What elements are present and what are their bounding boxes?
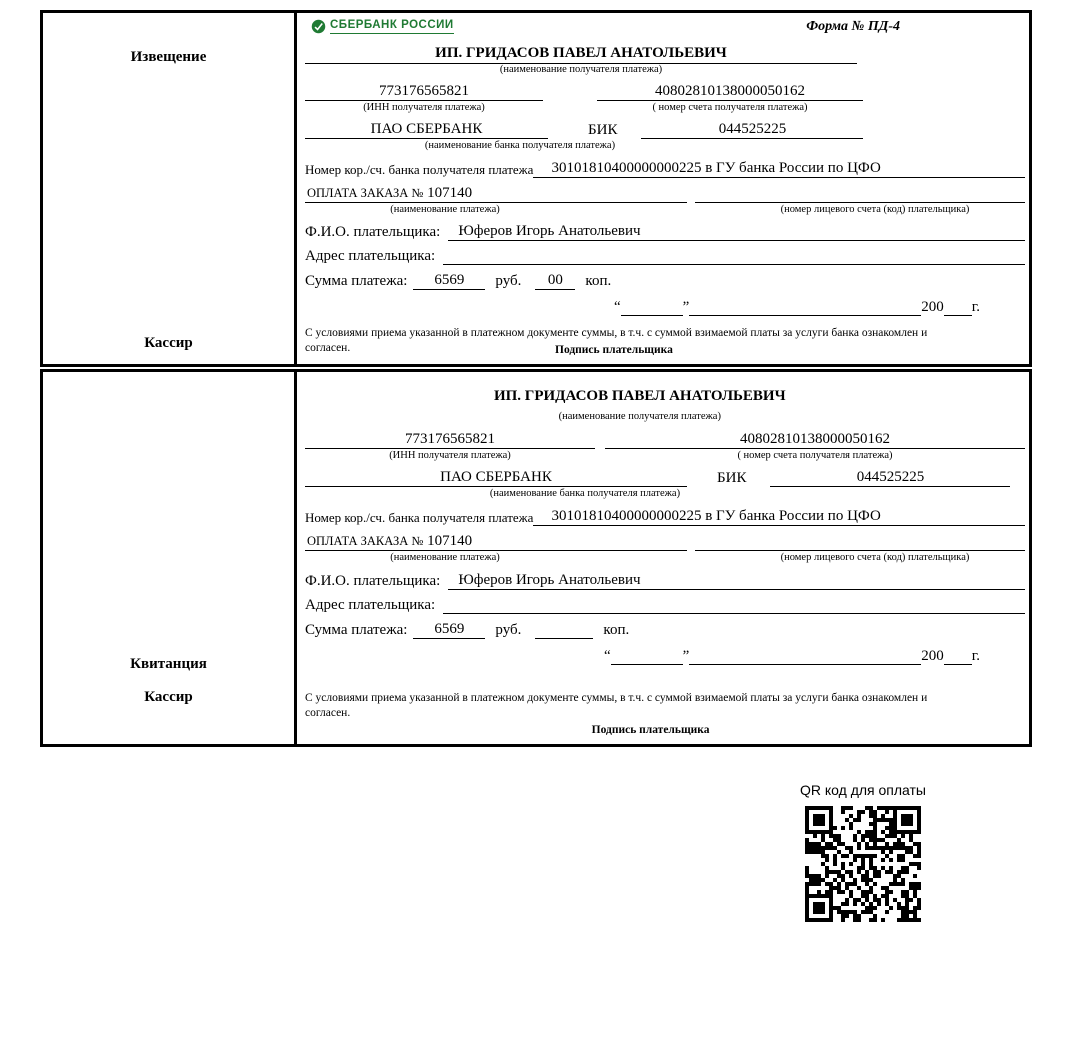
payer-address-value	[443, 248, 1025, 265]
amount-rub-value: 6569	[413, 272, 485, 290]
date-year-field	[944, 648, 972, 665]
date-month-field	[689, 299, 921, 316]
sberbank-logo-text: СБЕРБАНК РОССИИ	[330, 19, 454, 31]
sberbank-logo	[311, 19, 454, 34]
sberbank-logo-icon	[311, 19, 326, 34]
terms-text: С условиями приема указанной в платежном документе суммы, в т.ч. с суммой взимаемой платы за услуги банка ознакомлен и согласен.	[305, 327, 928, 355]
payer-address-value	[443, 597, 1025, 614]
rub-label: руб.	[495, 621, 522, 638]
receipt-section-label: Квитанция	[130, 655, 207, 672]
inn-value: 773176565821	[305, 431, 595, 449]
payment-form-pd4	[40, 10, 1032, 747]
notice-header-row	[305, 19, 1025, 45]
bik-label: БИК	[588, 122, 618, 139]
date-day-field	[611, 648, 683, 665]
amount-rub-value: 6569	[413, 621, 485, 639]
sberbank-logo-rule	[330, 32, 454, 34]
bik-label: БИК	[717, 470, 747, 487]
amount-label: Сумма платежа:	[305, 273, 408, 290]
payer-name-value: Юферов Игорь Анатольевич	[448, 572, 1025, 590]
bank-name-value: ПАО СБЕРБАНК	[305, 469, 687, 487]
payer-name-label: Ф.И.О. плательщика:	[305, 224, 441, 241]
terms-text: С условиями приема указанной в платежном документе суммы, в т.ч. с суммой взимаемой платы за услуги банка ознакомлен и согласен.	[305, 691, 928, 719]
receipt-section	[40, 369, 1032, 746]
payer-name-label: Ф.И.О. плательщика:	[305, 572, 441, 589]
amount-kop-value	[535, 622, 593, 639]
payer-address-label: Адрес плательщика:	[305, 596, 436, 613]
date-year-prefix: 200	[921, 647, 944, 664]
corr-account-value: 30101810400000000225 в ГУ банка России по ЦФО	[533, 508, 1025, 526]
account-caption: ( номер счета получателя платежа)	[737, 449, 893, 461]
notice-left-column	[43, 13, 297, 364]
amount-kop-value: 00	[535, 272, 575, 290]
qr-caption: QR код для оплаты	[799, 782, 926, 798]
payee-name: ИП. ГРИДАСОВ ПАВЕЛ АНАТОЛЬЕВИЧ	[493, 388, 786, 405]
bank-caption: (наименование банка получателя платежа)	[489, 488, 681, 500]
date-year-suffix: г.	[971, 299, 980, 316]
signature-label: Подпись плательщика	[591, 723, 710, 736]
account-caption: ( номер счета получателя платежа)	[652, 101, 808, 113]
payer-address-label: Адрес плательщика:	[305, 248, 436, 265]
kop-label: коп.	[603, 621, 630, 638]
inn-value: 773176565821	[305, 83, 543, 101]
bank-caption: (наименование банка получателя платежа)	[424, 140, 616, 152]
date-year-field	[944, 299, 972, 316]
notice-section	[40, 10, 1032, 367]
payee-caption: (наименование получателя платежа)	[558, 411, 721, 423]
payment-purpose: ОПЛАТА ЗАКАЗА № 107140	[305, 533, 687, 551]
date-year-suffix: г.	[971, 647, 980, 664]
date-line: “ ” 200 г.	[603, 647, 980, 664]
personal-account-caption: (номер лицевого счета (код) плательщика)	[780, 203, 970, 215]
corr-account-label: Номер кор./сч. банка получателя платежа	[305, 161, 534, 177]
purpose-caption: (наименование платежа)	[390, 203, 500, 215]
bik-value: 044525225	[770, 469, 1010, 487]
signature-label: Подпись плательщика	[555, 344, 673, 357]
notice-cashier-label: Кассир	[144, 335, 193, 352]
receipt-cashier-label: Кассир	[144, 688, 193, 705]
inn-caption: (ИНН получателя платежа)	[363, 101, 485, 113]
bank-name-value: ПАО СБЕРБАНК	[305, 121, 548, 139]
date-line: “ ” 200 г.	[613, 299, 980, 316]
amount-label: Сумма платежа:	[305, 621, 408, 638]
rub-label: руб.	[495, 273, 522, 290]
personal-account-field	[695, 534, 1025, 551]
account-value: 40802810138000050162	[605, 431, 1025, 449]
payment-purpose: ОПЛАТА ЗАКАЗА № 107140	[305, 185, 687, 203]
payee-name: ИП. ГРИДАСОВ ПАВЕЛ АНАТОЛЬЕВИЧ	[305, 45, 857, 64]
terms-block	[305, 326, 1025, 356]
notice-section-label: Извещение	[130, 49, 207, 65]
inn-caption: (ИНН получателя платежа)	[389, 449, 511, 461]
notice-content	[297, 13, 1029, 364]
purpose-caption: (наименование платежа)	[390, 552, 500, 564]
receipt-content	[297, 372, 1029, 743]
date-year-prefix: 200	[921, 299, 944, 316]
qr-code	[805, 806, 921, 922]
account-value: 40802810138000050162	[597, 83, 863, 101]
payer-name-value: Юферов Игорь Анатольевич	[448, 223, 1025, 241]
date-day-field	[621, 299, 683, 316]
terms-block	[305, 691, 1025, 736]
qr-block	[788, 782, 938, 927]
kop-label: коп.	[585, 273, 612, 290]
payee-caption: (наименование получателя платежа)	[499, 64, 663, 75]
date-month-field	[689, 648, 921, 665]
bik-value: 044525225	[641, 121, 863, 139]
corr-account-value: 30101810400000000225 в ГУ банка России по ЦФО	[533, 160, 1025, 178]
form-number: Форма № ПД-4	[806, 19, 900, 34]
receipt-left-column	[43, 372, 297, 743]
personal-account-field	[695, 186, 1025, 203]
personal-account-caption: (номер лицевого счета (код) плательщика)	[780, 552, 970, 564]
corr-account-label: Номер кор./сч. банка получателя платежа	[305, 510, 534, 526]
